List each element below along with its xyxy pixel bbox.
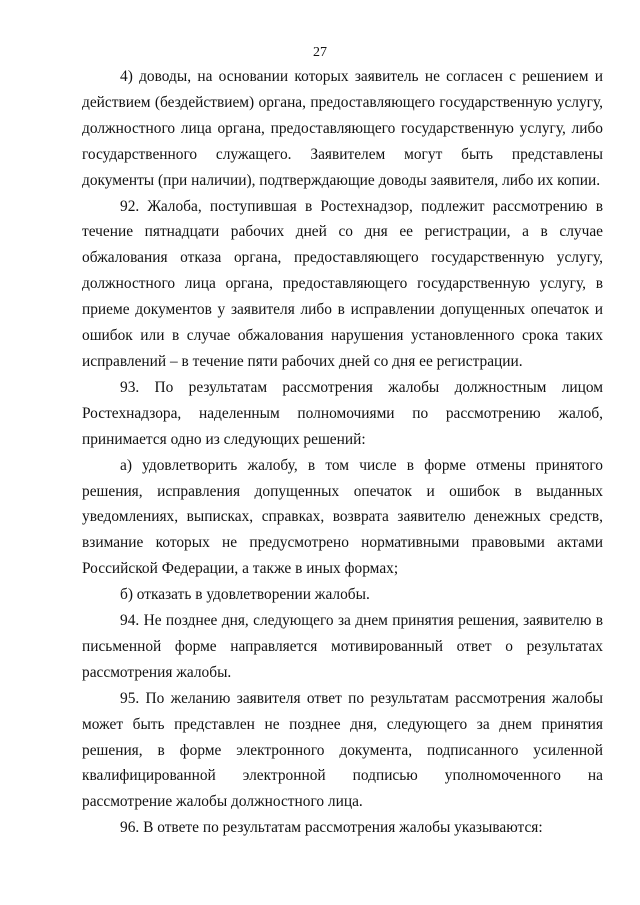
- page-number: 27: [313, 45, 327, 60]
- paragraph-96-response-contents: 96. В ответе по результатам рассмотрения жалобы указываются:: [120, 819, 543, 837]
- paragraph-item-4-arguments: 4) доводы, на основании которых заявитель не согласен с решением и действием (бездействием) органа, предоставляющего государственную услугу, должностного лица органа, предоставляющего государственную услугу, либо государственного служащего. Заявителем могут быть представлены документы (при наличии), подтверждающие доводы заявителя, либо их копии.: [82, 68, 603, 189]
- document-body: [82, 64, 603, 841]
- paragraph-92-review-period: 92. Жалоба, поступившая в Ростехнадзор, подлежит рассмотрению в течение пятнадцати рабочих дней со дня ее регистрации, а в случае обжалования отказа органа, предоставляющего государственную услугу, должностного лица органа, предоставляющего государственную услугу, в приеме документов у заявителя либо в исправлении допущенных опечаток и ошибок или в случае обжалования нарушения установленного срока таких исправлений – в течение пяти рабочих дней со дня ее регистрации.: [82, 197, 603, 370]
- paragraph-decision-a-satisfy: а) удовлетворить жалобу, в том числе в форме отмены принятого решения, исправления допущенных опечаток и ошибок в выданных уведомлениях, выписках, справках, возврата заявителю денежных средств, взимание которых не предусмотрено нормативными правовыми актами Российской Федерации, а также в иных формах;: [82, 456, 603, 578]
- paragraph-95-electronic-response: 95. По желанию заявителя ответ по результатам рассмотрения жалобы может быть представлен не позднее дня, следующего за днем принятия решения, в форме электронного документа, подписанного усиленной квалифицированной электронной подписью уполномоченного на рассмотрение жалобы должностного лица.: [82, 689, 603, 811]
- paragraph-94-response: 94. Не позднее дня, следующего за днем принятия решения, заявителю в письменной форме направляется мотивированный ответ о результатах рассмотрения жалобы.: [82, 612, 603, 681]
- paragraph-93-decisions: 93. По результатам рассмотрения жалобы должностным лицом Ростехнадзора, наделенным полномочиями по рассмотрению жалоб, принимается одно из следующих решений:: [82, 378, 603, 448]
- paragraph-decision-b-refuse: б) отказать в удовлетворении жалобы.: [120, 586, 370, 604]
